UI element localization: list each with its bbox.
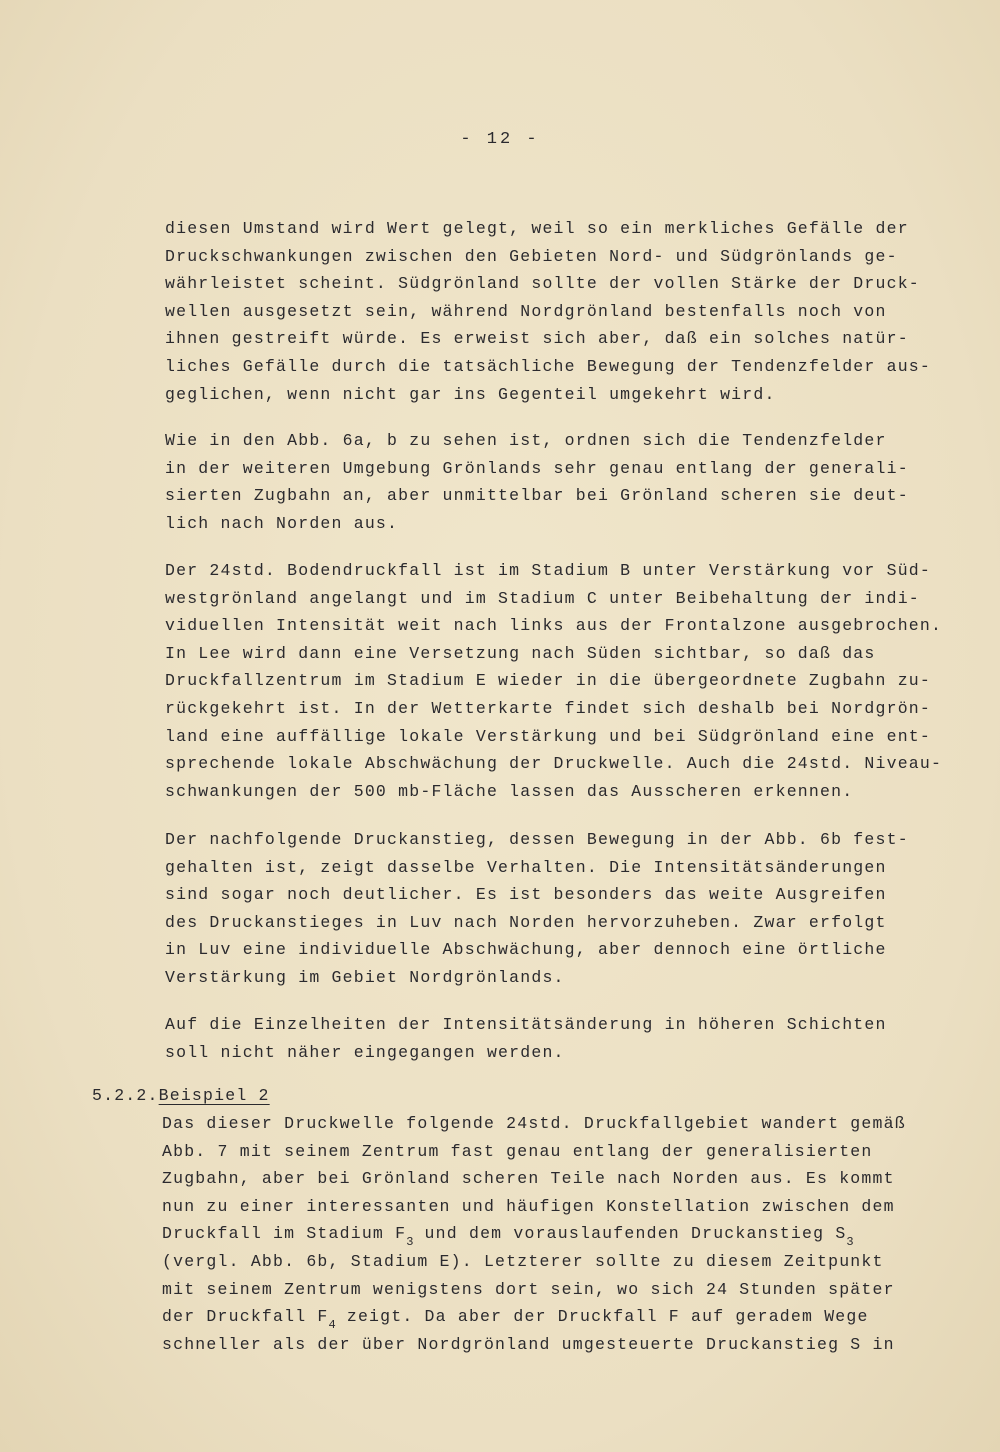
text-line: wellen ausgesetzt sein, während Nordgrönland bestenfalls noch von [165, 301, 887, 321]
text-line: sprechende lokale Abschwächung der Druckwelle. Auch die 24std. Niveau- [165, 754, 943, 774]
section-paragraph [162, 1110, 952, 1358]
text-line: land eine auffällige lokale Verstärkung und bei Südgrönland eine ent- [165, 726, 932, 746]
paragraph-2 [165, 427, 955, 537]
text-line: sierten Zugbahn an, aber unmittelbar bei Grönland scheren sie deut- [165, 486, 909, 506]
paragraph-1 [165, 215, 955, 408]
text-line: Druckfallzentrum im Stadium E wieder in die übergeordnete Zugbahn zu- [165, 671, 932, 691]
text-fragment: und dem vorauslaufenden Druckanstieg S [413, 1224, 847, 1244]
text-line: in Luv eine individuelle Abschwächung, aber dennoch eine örtliche [165, 940, 887, 960]
page-number: - 12 - [460, 130, 540, 149]
text-line [162, 1303, 952, 1331]
text-line: schwankungen der 500 mb-Fläche lassen das Ausscheren erkennen. [165, 781, 854, 801]
subscript: 4 [328, 1318, 336, 1333]
text-line: währleistet scheint. Südgrönland sollte der vollen Stärke der Druck- [165, 274, 920, 294]
section-heading [92, 1082, 270, 1110]
text-line: gehalten ist, zeigt dasselbe Verhalten. Die Intensitätsänderungen [165, 857, 887, 877]
text-line: lich nach Norden aus. [165, 513, 399, 533]
text-line: Der 24std. Bodendruckfall ist im Stadium B unter Verstärkung vor Süd- [165, 561, 932, 580]
text-line: sind sogar noch deutlicher. Es ist besonders das weite Ausgreifen [165, 885, 887, 905]
text-line: Der nachfolgende Druckanstieg, dessen Bewegung in der Abb. 6b fest- [165, 830, 909, 849]
text-line: Auf die Einzelheiten der Intensitätsänderung in höheren Schichten [165, 1015, 887, 1034]
text-line: Das dieser Druckwelle folgende 24std. Druckfallgebiet wandert gemäß [162, 1114, 906, 1133]
text-line: liches Gefälle durch die tatsächliche Bewegung der Tendenzfelder aus- [165, 356, 932, 376]
text-line: westgrönland angelangt und im Stadium C unter Beibehaltung der indi- [165, 588, 920, 608]
paragraph-4 [165, 826, 955, 992]
text-line: nun zu einer interessanten und häufigen Konstellation zwischen dem [162, 1196, 895, 1216]
text-line: Zugbahn, aber bei Grönland scheren Teile nach Norden aus. Es kommt [162, 1169, 895, 1189]
text-line: viduellen Intensität weit nach links aus der Frontalzone ausgebrochen. [165, 616, 943, 636]
paragraph-5 [165, 1011, 955, 1066]
text-line [162, 1220, 952, 1248]
text-line: Wie in den Abb. 6a, b zu sehen ist, ordnen sich die Tendenzfelder [165, 431, 887, 450]
text-line: in der weiteren Umgebung Grönlands sehr genau entlang der generali- [165, 458, 909, 478]
text-line: schneller als der über Nordgrönland umgesteuerte Druckanstieg S in [162, 1334, 895, 1354]
text-line: rückgekehrt ist. In der Wetterkarte findet sich deshalb bei Nordgrön- [165, 698, 932, 718]
text-line: Abb. 7 mit seinem Zentrum fast genau entlang der generalisierten [162, 1141, 873, 1161]
text-line: Druckschwankungen zwischen den Gebieten Nord- und Südgrönlands ge- [165, 246, 898, 266]
section-number: 5.2.2. [92, 1086, 159, 1105]
text-line: mit seinem Zentrum wenigstens dort sein, wo sich 24 Stunden später [162, 1279, 895, 1299]
subscript: 3 [846, 1235, 854, 1250]
text-line: diesen Umstand wird Wert gelegt, weil so ein merkliches Gefälle der [165, 219, 909, 238]
text-fragment: Druckfall im Stadium F [162, 1224, 407, 1244]
section-title: Beispiel 2 [158, 1086, 270, 1105]
text-fragment: der Druckfall F [162, 1307, 329, 1327]
text-line: geglichen, wenn nicht gar ins Gegenteil umgekehrt wird. [165, 384, 776, 404]
subscript: 3 [406, 1235, 414, 1250]
text-line: ihnen gestreift würde. Es erweist sich aber, daß ein solches natür- [165, 329, 909, 349]
text-line: (vergl. Abb. 6b, Stadium E). Letzterer sollte zu diesem Zeitpunkt [162, 1251, 884, 1271]
text-line: Verstärkung im Gebiet Nordgrönlands. [165, 967, 565, 987]
text-line: In Lee wird dann eine Versetzung nach Süden sichtbar, so daß das [165, 643, 876, 663]
text-line: des Druckanstieges in Luv nach Norden hervorzuheben. Zwar erfolgt [165, 912, 887, 932]
text-line: soll nicht näher eingegangen werden. [165, 1042, 565, 1062]
text-fragment: zeigt. Da aber der Druckfall F auf geradem Wege [335, 1307, 869, 1327]
paragraph-3 [165, 557, 955, 805]
